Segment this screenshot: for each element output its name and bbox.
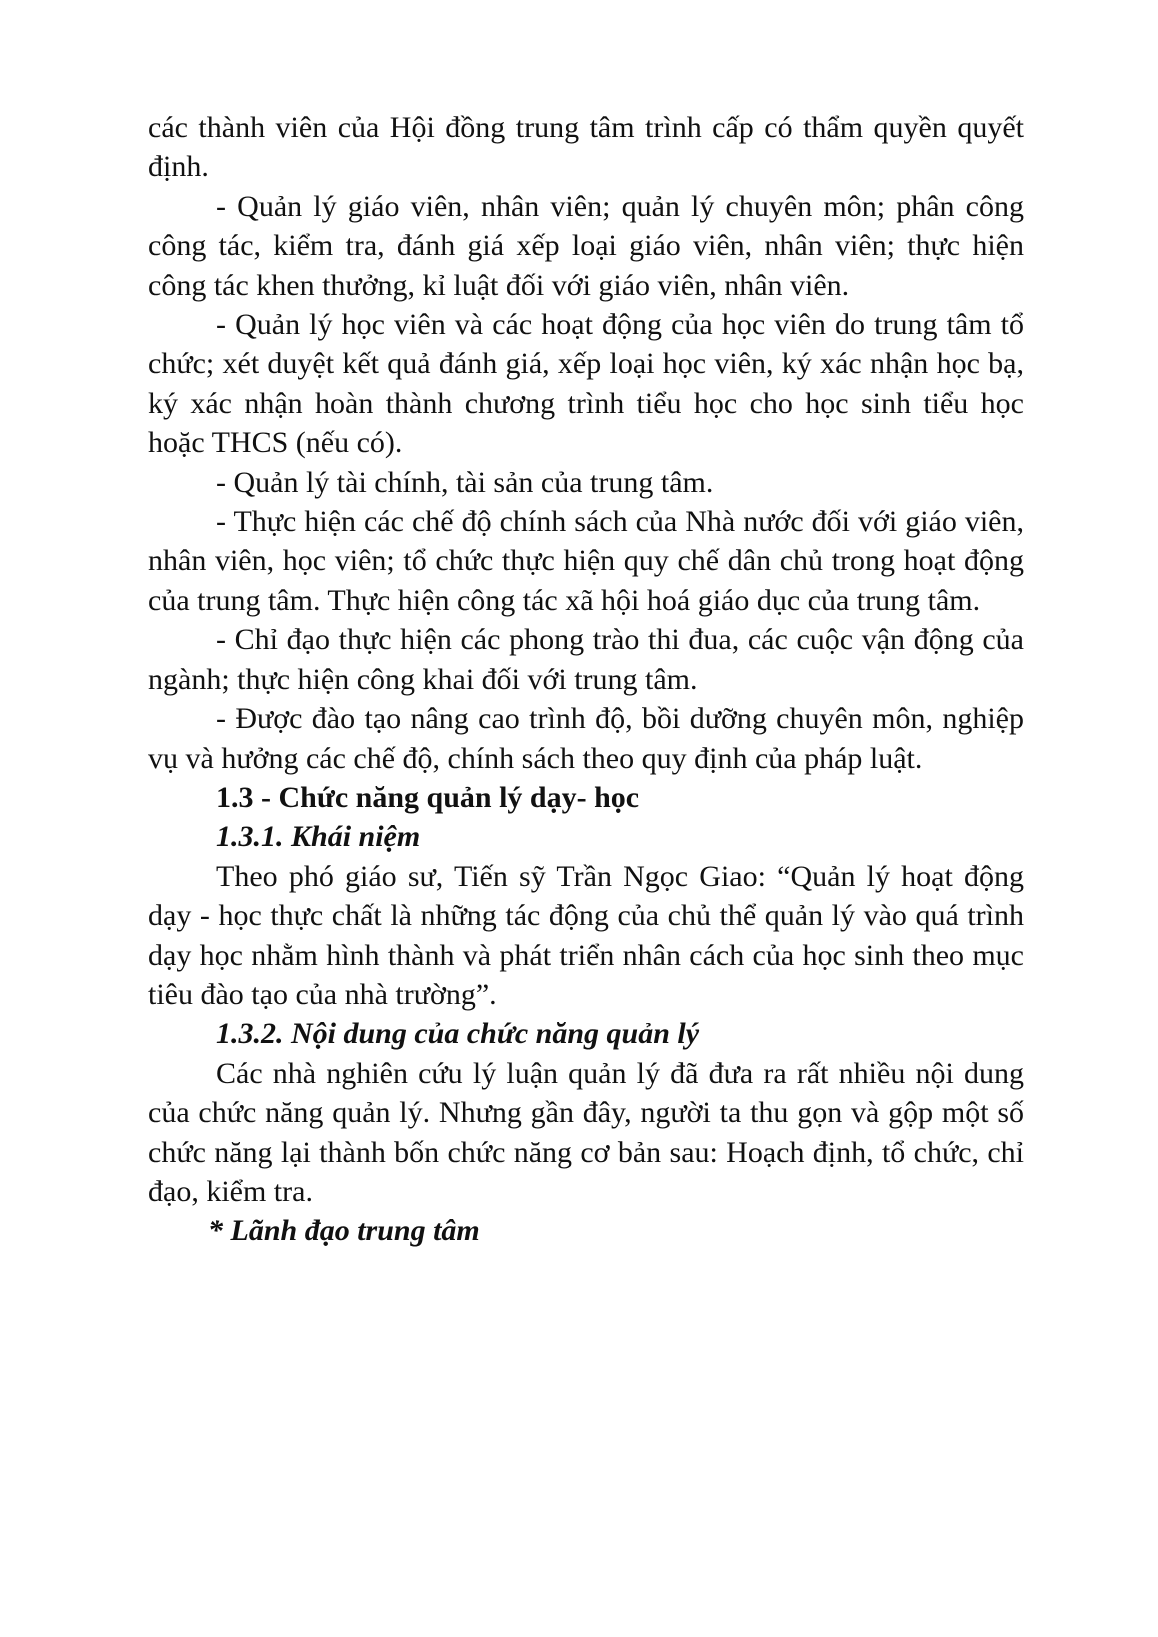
paragraph-teacher-management: - Quản lý giáo viên, nhân viên; quản lý chuyên môn; phân công công tác, kiểm tra, đánh giá xếp loại giáo viên, nhân viên; thực hiện công tác khen thưởng, kỉ luật đối với giáo viên, nhân viên. bbox=[148, 189, 1024, 302]
paragraph-student-management: - Quản lý học viên và các hoạt động của học viên do trung tâm tổ chức; xét duyệt kết quả đánh giá, xếp loại học viên, ký xác nhận học bạ, ký xác nhận hoàn thành chương trình tiểu học cho học sinh tiểu học hoặc THCS (nếu có). bbox=[148, 308, 1024, 460]
paragraph-concept: Theo phó giáo sư, Tiến sỹ Trần Ngọc Giao: “Quản lý hoạt động dạy - học thực chất là những tác động của chủ thể quản lý vào quá trình dạy học nhằm hình thành và phát triển nhân cách của học sinh theo mục tiêu đào tạo của nhà trường”. bbox=[148, 859, 1024, 1011]
section-heading: 1.3 - Chức năng quản lý dạy- học bbox=[216, 780, 640, 814]
paragraph-content: Các nhà nghiên cứu lý luận quản lý đã đưa ra rất nhiều nội dung của chức năng quản lý. Nhưng gần đây, người ta thu gọn và gộp một số chức năng lại thành bốn chức năng cơ bản sau: Hoạch định, tổ chức, chỉ đạo, kiểm tra. bbox=[148, 1056, 1024, 1208]
paragraph-training: - Được đào tạo nâng cao trình độ, bồi dưỡng chuyên môn, nghiệp vụ và hưởng các chế độ, chính sách theo quy định của pháp luật. bbox=[148, 702, 1024, 775]
subsection-heading-concept: 1.3.1. Khái niệm bbox=[216, 820, 421, 854]
final-heading: * Lãnh đạo trung tâm bbox=[208, 1214, 480, 1248]
subsection-heading-content: 1.3.2. Nội dung của chức năng quản lý bbox=[216, 1017, 700, 1051]
document-page bbox=[148, 108, 1024, 1251]
paragraph-policy-implementation: - Thực hiện các chế độ chính sách của Nhà nước đối với giáo viên, nhân viên, học viên; tổ chức thực hiện quy chế dân chủ trong hoạt động của trung tâm. Thực hiện công tác xã hội hoá giáo dục của trung tâm. bbox=[148, 505, 1024, 617]
paragraph-emulation-movements: - Chỉ đạo thực hiện các phong trào thi đua, các cuộc vận động của ngành; thực hiện công khai đối với trung tâm. bbox=[148, 623, 1024, 696]
paragraph-continuation: các thành viên của Hội đồng trung tâm trình cấp có thẩm quyền quyết định. bbox=[148, 111, 1024, 184]
paragraph-finance-management: - Quản lý tài chính, tài sản của trung tâm. bbox=[216, 465, 714, 499]
